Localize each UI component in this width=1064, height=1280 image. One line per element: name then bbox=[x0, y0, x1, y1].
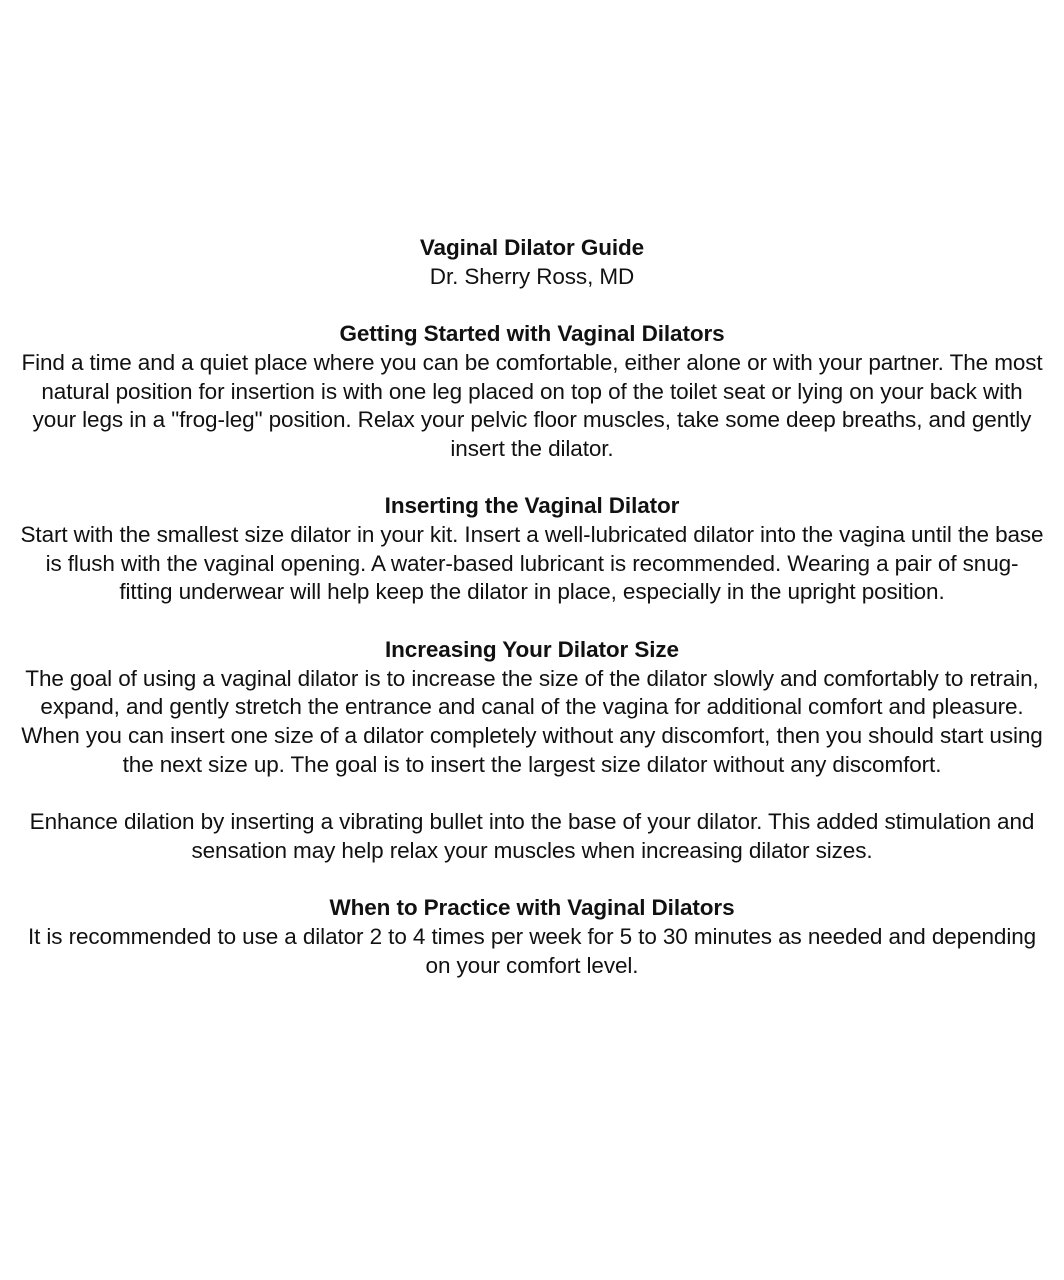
section-body: It is recommended to use a dilator 2 to 4 times per week for 5 to 30 minutes as needed and depending on your comfort level. bbox=[27, 923, 1037, 978]
section-increasing-size bbox=[20, 636, 1044, 780]
document-author: Dr. Sherry Ross, MD bbox=[429, 263, 635, 289]
section-heading: When to Practice with Vaginal Dilators bbox=[329, 895, 735, 921]
section-when-to-practice bbox=[20, 894, 1044, 980]
document-title: Vaginal Dilator Guide bbox=[419, 235, 645, 260]
section-body: The goal of using a vaginal dilator is to increase the size of the dilator slowly and comfortably to retrain, expand, and gently stretch the entrance and canal of the vagina for additional comfort and pleasure. When you can insert one size of a dilator completely without any discomfort, then you should start using the next size up. The goal is to insert the largest size dilator without any discomfort. bbox=[21, 665, 1043, 777]
section-body: Find a time and a quiet place where you can be comfortable, either alone or with your partner. The most natural position for insertion is with one leg placed on top of the toilet seat or lying on your back with your legs in a "frog-leg" position. Relax your pelvic floor muscles, take some deep breaths, and gently insert the dilator. bbox=[21, 349, 1043, 461]
dilator-guide-document bbox=[20, 234, 1044, 980]
section-getting-started bbox=[20, 320, 1044, 464]
section-heading: Inserting the Vaginal Dilator bbox=[384, 493, 680, 519]
section-inserting bbox=[20, 492, 1044, 607]
section-body: Start with the smallest size dilator in your kit. Insert a well-lubricated dilator into the vagina until the base is flush with the vaginal opening. A water-based lubricant is recommended. Wearing a pair of snug-fitting underwear will help keep the dilator in place, especially in the upright position. bbox=[20, 522, 1044, 605]
section-heading: Increasing Your Dilator Size bbox=[385, 636, 679, 662]
section-heading: Getting Started with Vaginal Dilators bbox=[339, 321, 725, 347]
section-enhance-dilation bbox=[20, 808, 1044, 865]
section-body: Enhance dilation by inserting a vibrating bullet into the base of your dilator. This added stimulation and sensation may help relax your muscles when increasing dilator sizes. bbox=[29, 809, 1035, 863]
